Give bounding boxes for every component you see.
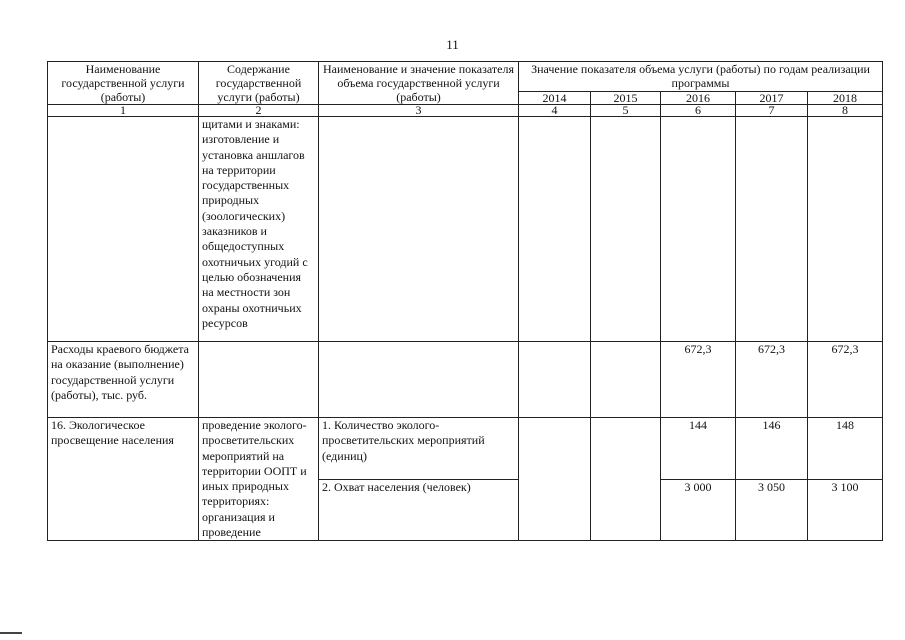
cell-value: 3 050 [736, 480, 808, 541]
cell-value: 3 000 [661, 480, 736, 541]
column-number: 8 [808, 105, 883, 117]
column-number: 7 [736, 105, 808, 117]
table-row [48, 117, 883, 342]
cell-empty [519, 117, 591, 342]
table-row [48, 342, 883, 418]
cell-value: 672,3 [736, 342, 808, 418]
cell-indicator-label: 1. Количество эколого-просветительских мероприятий (единиц) [319, 418, 519, 480]
cell-empty [319, 117, 519, 342]
column-numbers-row [48, 105, 883, 117]
header-year: 2015 [591, 91, 661, 104]
cell-service-name: 16. Экологическое просвещение населения [48, 418, 199, 541]
cell-service-content: проведение эколого-просветительских мероприятий на территории ООПТ и иных природных территориях: организация и проведение [199, 418, 319, 541]
cell-value: 3 100 [808, 480, 883, 541]
header-indicator: Наименование и значение показателя объема государственной услуги (работы) [319, 62, 519, 105]
cell-value: 148 [808, 418, 883, 480]
header-year: 2014 [519, 91, 591, 104]
cell-empty [519, 342, 591, 418]
cell-indicator-label: 2. Охват населения (человек) [319, 480, 519, 541]
page-edge-mark [0, 632, 22, 634]
cell-empty [591, 342, 661, 418]
cell-content-continuation: щитами и знаками: изготовление и установка аншлагов на территории государственных природных (зоологических) заказников и общедоступных охотничьих угодий с целью обозначения на местности зон охраны охотничьих ресурсов [199, 117, 319, 342]
cell-empty [199, 342, 319, 418]
column-number: 5 [591, 105, 661, 117]
cell-empty [591, 117, 661, 342]
header-year: 2018 [808, 91, 883, 104]
cell-empty [661, 117, 736, 342]
cell-empty [736, 117, 808, 342]
header-service-content: Содержание государственной услуги (работы) [199, 62, 319, 105]
header-year: 2016 [661, 91, 736, 104]
column-number: 2 [199, 105, 319, 117]
header-service-name: Наименование государственной услуги (работы) [48, 62, 199, 105]
cell-expenses-name: Расходы краевого бюджета на оказание (выполнение) государственной услуги (работы), тыс. руб. [48, 342, 199, 418]
column-number: 6 [661, 105, 736, 117]
cell-value: 672,3 [661, 342, 736, 418]
cell-empty [519, 418, 591, 541]
column-number: 1 [48, 105, 199, 117]
cell-empty [48, 117, 199, 342]
header-year: 2017 [736, 91, 808, 104]
column-number: 4 [519, 105, 591, 117]
cell-value: 146 [736, 418, 808, 480]
cell-value: 672,3 [808, 342, 883, 418]
services-table [47, 61, 883, 541]
cell-empty [808, 117, 883, 342]
header-years-group: Значение показателя объема услуги (работы) по годам реализации программы [519, 62, 883, 92]
cell-empty [591, 418, 661, 541]
column-number: 3 [319, 105, 519, 117]
header-row [48, 62, 883, 92]
cell-value: 144 [661, 418, 736, 480]
page-number: 11 [446, 37, 459, 52]
cell-empty [319, 342, 519, 418]
table-row [48, 418, 883, 480]
